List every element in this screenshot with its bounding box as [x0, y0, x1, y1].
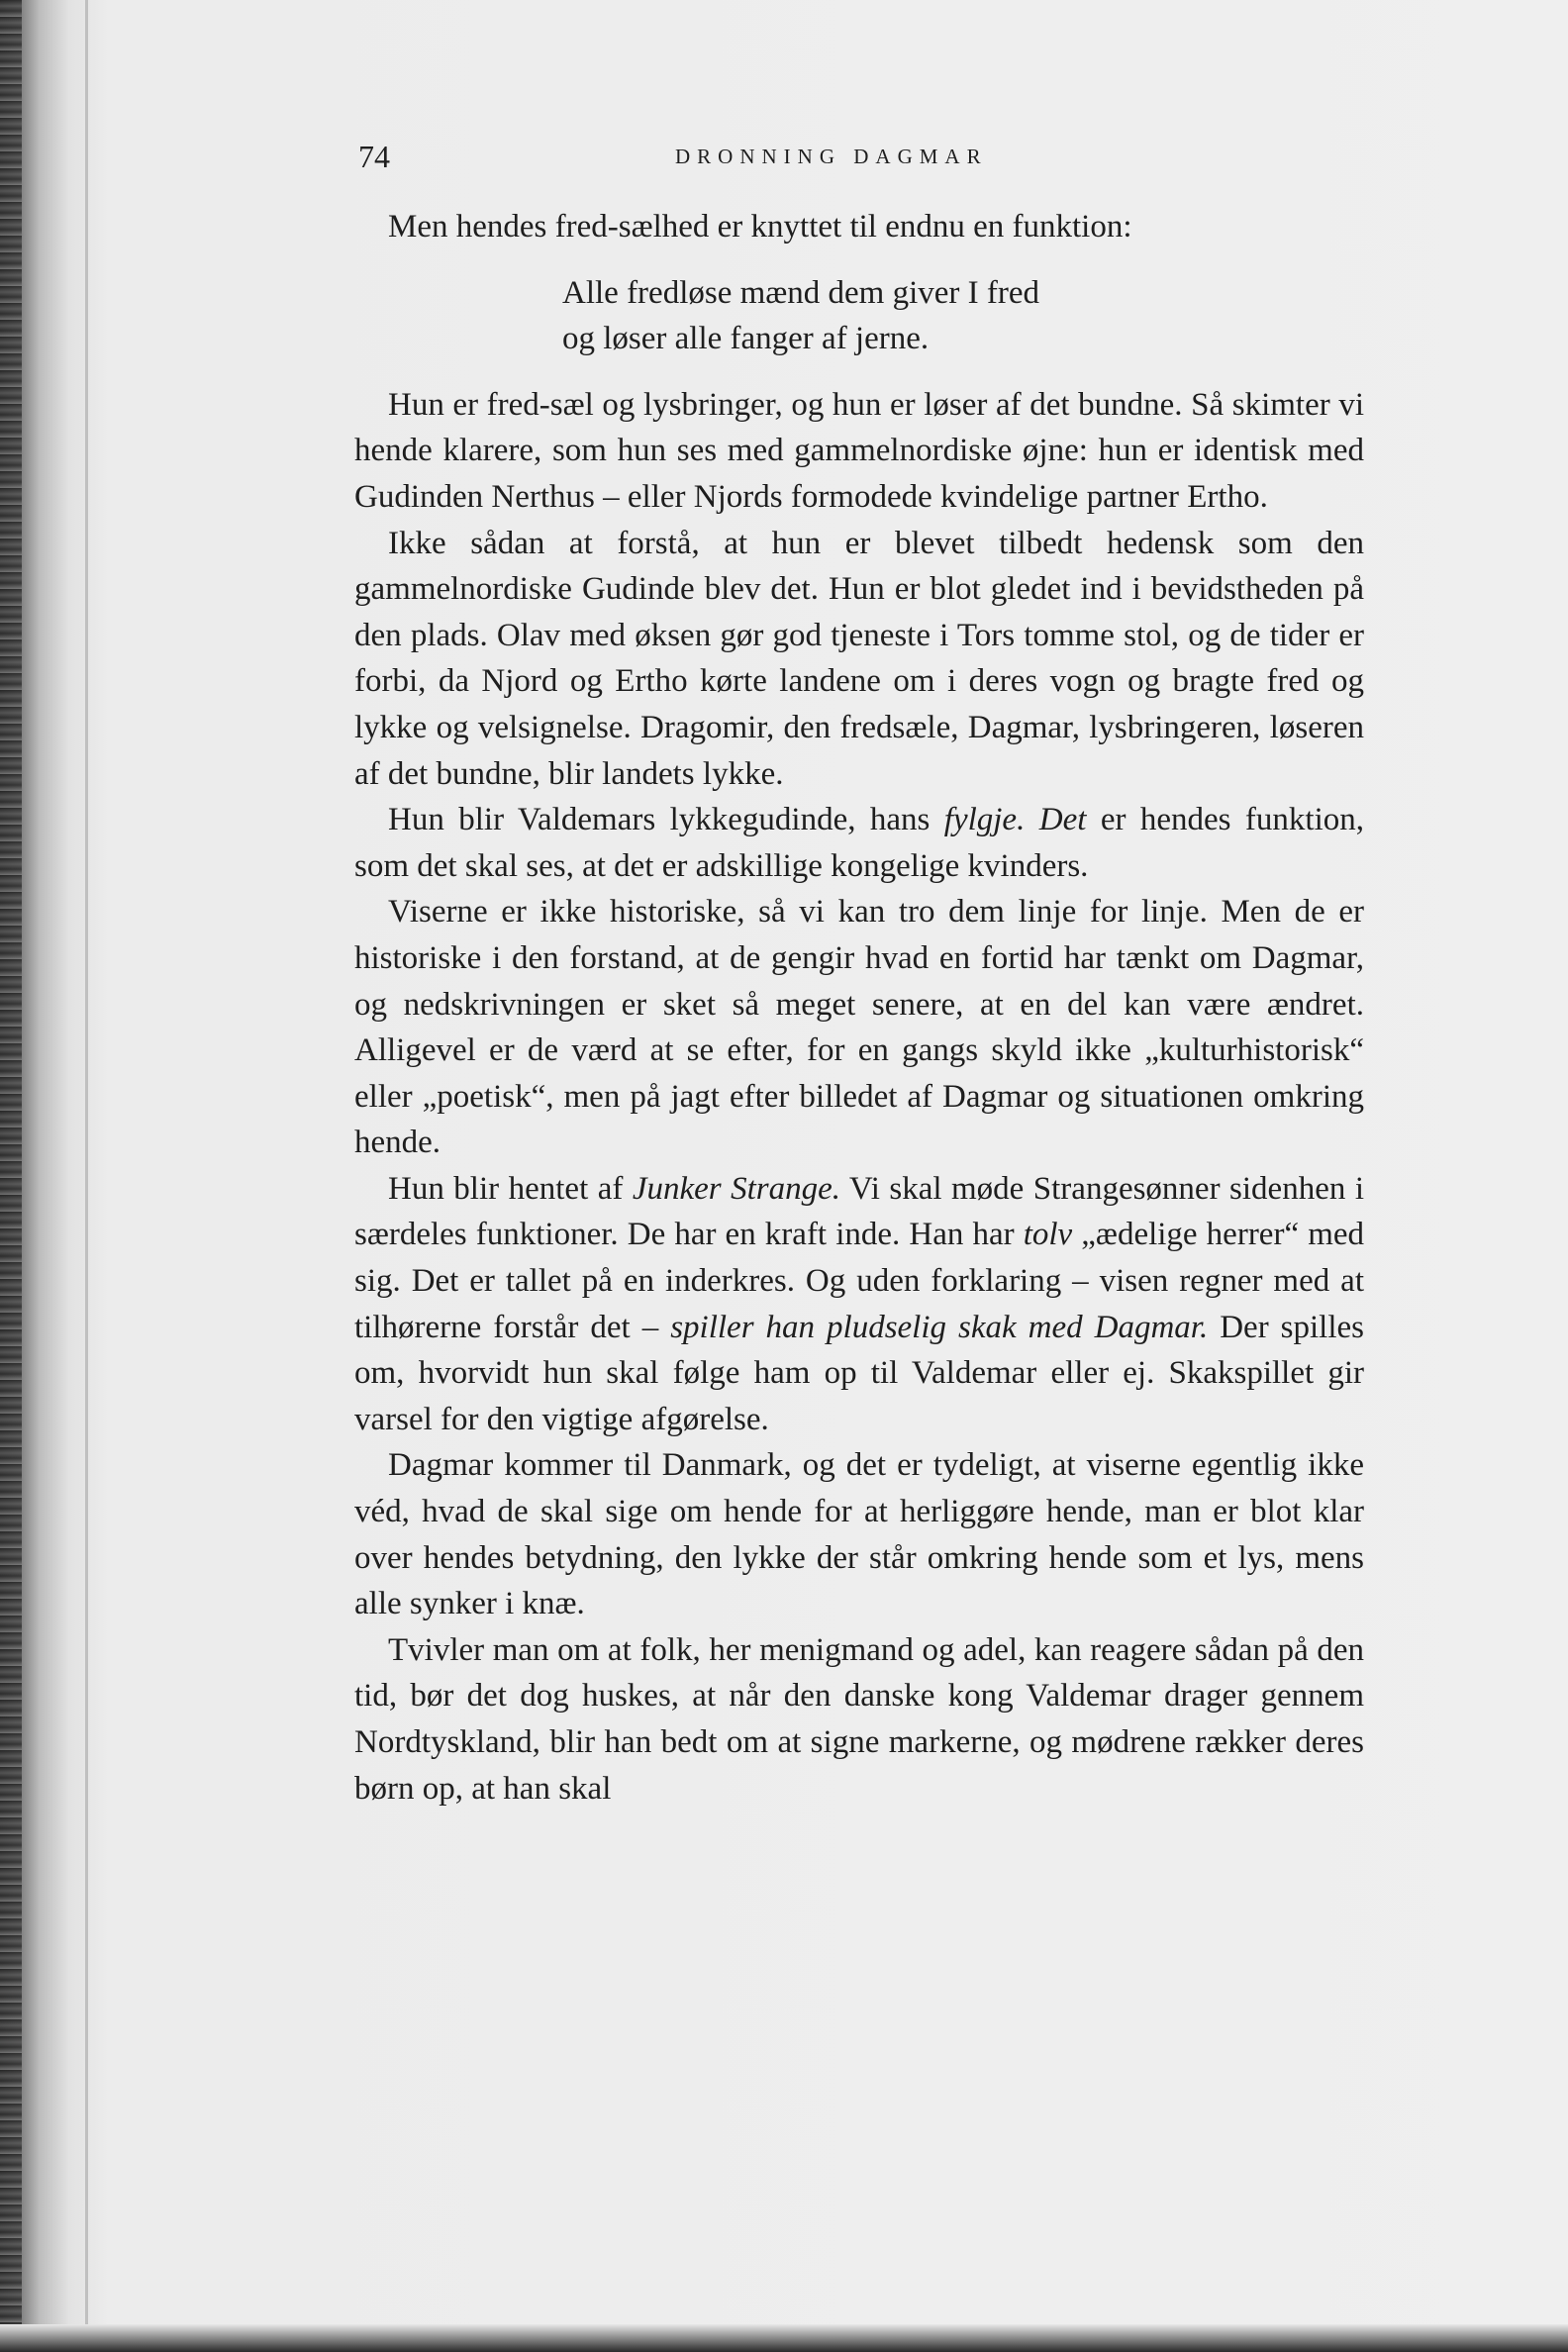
verse-line: Alle fredløse mænd dem giver I fred: [562, 274, 1040, 311]
paragraph-text: Ikke sådan at forstå, at hun er blevet tilbedt hedensk som den gammelnordiske Gudinde blev det. Hun er blot gledet ind i bevidstheden på den plads. Olav med øksen gør god tjeneste i Tors tomme stol, og de tider er forbi, da Njord og Ertho kørte landene om i deres vogn og bragte fred og lykke og velsignelse. Dragomir, den fredsæle, Dagmar, lysbringeren, løseren af det bundne, blir landets lykke.: [354, 525, 1364, 792]
paragraph: Hun er fred-sæl og lysbringer, og hun er løser af det bundne. Så skimter vi hende klarere, som hun ses med gammelnordiske øjne: hun er identisk med Gudinden Nerthus – eller Njords formodede kvindelige partner Ertho.: [354, 386, 1364, 515]
paragraph: Dagmar kommer til Danmark, og det er tydeligt, at viserne egentlig ikke véd, hvad de skal sige om hende for at herliggøre hende, man er blot klar over hendes betydning, den lykke der står omkring hende som et lys, mens alle synker i knæ.: [354, 1447, 1364, 1622]
book-spine-shadow: [0, 0, 22, 2352]
paragraph: [354, 521, 1364, 798]
intro-paragraph: Men hendes fred-sælhed er knyttet til endnu en funktion:: [388, 209, 1132, 245]
page-header: [358, 139, 1364, 182]
italic-text: tolv: [1023, 1217, 1073, 1253]
paragraph: Tvivler man om at folk, her menigmand og adel, kan reagere sådan på den tid, bør det dog huskes, at når den danske kong Valdemar drager gennem Nordtyskland, blir han bedt om at signe markerne, og mødrene rækker deres børn op, at han skal: [354, 1631, 1364, 1807]
paragraph-text: Vi skal møde Strangesønner sidenhen i særdeles funktioner. De har en kraft inde. Han har: [354, 1170, 1364, 1253]
paragraph: [354, 797, 1364, 889]
italic-text: spiller han pludselig skak med Dagmar.: [670, 1309, 1209, 1345]
italic-text: fylgje. Det: [943, 802, 1087, 838]
paragraph: [354, 1166, 1364, 1443]
italic-text: Junker Strange.: [632, 1170, 840, 1207]
paragraph-text: Hun blir hentet af: [388, 1170, 633, 1207]
paragraph: Viserne er ikke historiske, så vi kan tro dem linje for linje. Men de er historiske i den forstand, at de gengir hvad en fortid har tænkt om Dagmar, og nedskrivningen er sket så meget senere, at en del kan være ændret. Alligevel er de værd at se efter, for en gangs skyld ikke „kulturhistorisk“ eller „poetisk“, men på jagt efter billedet af Dagmar og situationen omkring hende.: [354, 894, 1364, 1161]
paragraph-text: Hun blir Valdemars lykkegudinde, hans: [388, 802, 944, 838]
running-head: DRONNING DAGMAR: [675, 145, 988, 168]
verse-line: og løser alle fanger af jerne.: [562, 321, 930, 357]
body-text: [354, 204, 1364, 1812]
paragraph-text: Der spilles om, hvorvidt hun skal følge ham op til Valdemar eller ej. Skakspillet gir varsel for den vigtige afgørelse.: [354, 1309, 1365, 1437]
page-edge: [85, 0, 88, 2352]
paragraph-text: er hendes funktion, som det skal ses, at det er adskillige kongelige kvinders.: [354, 802, 1364, 884]
verse-quote: [562, 270, 1364, 362]
paragraph-text: „ædelige herrer“ med sig. Det er tallet på en inderkres. Og uden forklaring – visen regner med at tilhørerne forstår det –: [354, 1217, 1365, 1345]
page-number: 74: [358, 139, 390, 174]
bottom-shadow: [0, 2324, 1568, 2352]
